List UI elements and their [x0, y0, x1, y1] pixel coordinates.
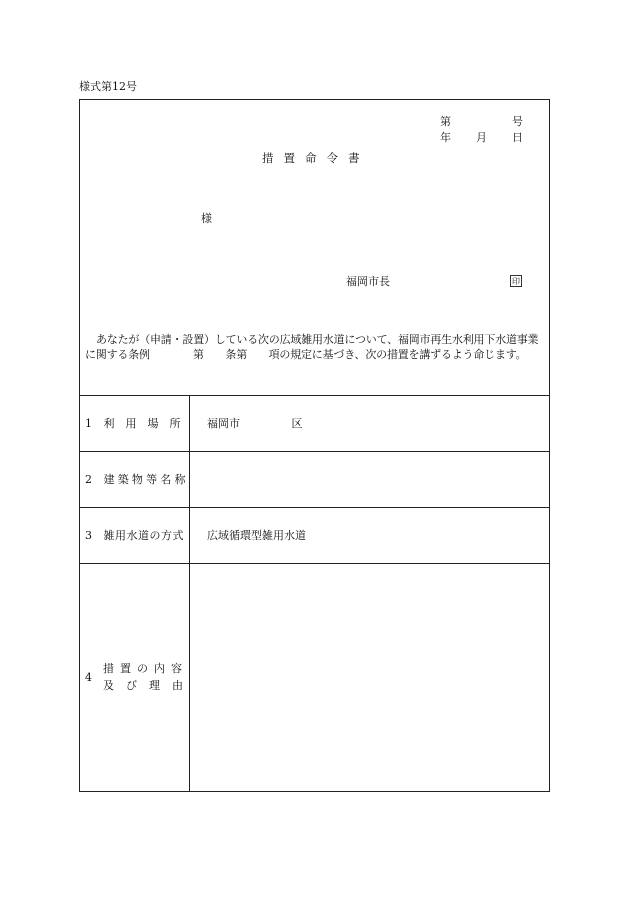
seal-stamp-placeholder — [510, 275, 522, 287]
date-month-label: 月 — [476, 131, 487, 144]
location-value — [207, 418, 303, 429]
order-body-text: あなたが（申請・設置）している次の広域雑用水道について、福岡市再生水利用下水道事業に関する条例 第 条第 項の規定に基づき、次の措置を講ずるよう命じます。 — [85, 333, 539, 361]
location-ward-suffix: 区 — [291, 417, 303, 430]
date-day-label: 日 — [512, 131, 523, 144]
row-number-4: 4 — [85, 671, 92, 684]
row-label-text: 利用場所 — [103, 417, 192, 430]
addressee-honorific: 様 — [201, 212, 212, 225]
row-label-text: 雑用水道の方式 — [103, 529, 184, 542]
issuer-name: 福岡市長 — [346, 275, 390, 288]
table-row-label-building — [85, 474, 189, 485]
document-number-prefix: 第 — [440, 115, 451, 128]
date-year-label: 年 — [440, 131, 451, 144]
column-divider — [189, 395, 190, 792]
water-system-value: 広域循環型雑用水道 — [207, 529, 306, 542]
row-number: 2 — [85, 473, 92, 486]
document-title: 措置命令書 — [262, 151, 370, 165]
table-row-label-system — [85, 530, 184, 541]
row-number: 3 — [85, 529, 92, 542]
table-top-border — [79, 395, 550, 396]
row-divider-1 — [79, 451, 550, 452]
row-label-text: 建築物等名称 — [103, 473, 189, 486]
location-city: 福岡市 — [207, 417, 240, 430]
row-number: 1 — [85, 417, 92, 430]
measures-label-line1: 措置の内容 — [103, 662, 188, 675]
row-divider-3 — [79, 563, 550, 564]
document-number-suffix: 号 — [512, 115, 523, 128]
row-divider-2 — [79, 507, 550, 508]
form-number-label: 様式第12号 — [79, 80, 137, 93]
measures-label-line2: 及び理由 — [103, 679, 195, 692]
seal-label: 印 — [512, 276, 520, 286]
table-row-label-location — [85, 418, 192, 429]
